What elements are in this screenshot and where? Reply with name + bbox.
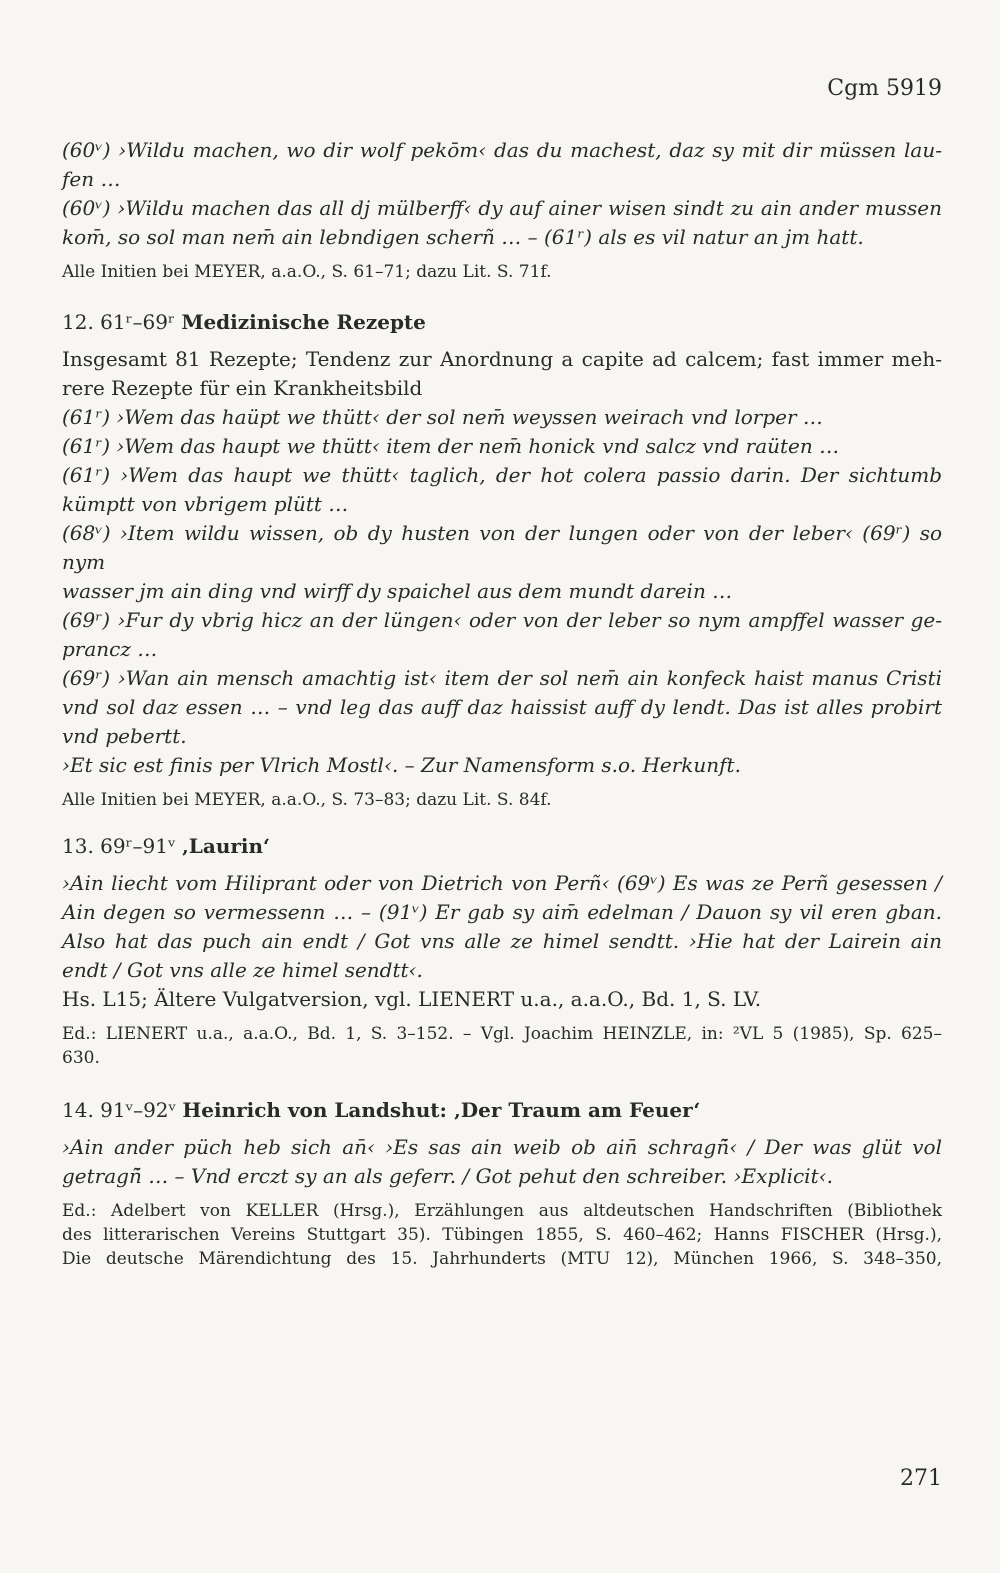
text-line: getragñ̄ … – Vnd erczt sy an als geferr. / Got pehut den schreiber. ›Explicit‹. — [62, 1164, 833, 1188]
text-line: Hs. L15; Ältere Vulgatversion, vgl. LIENERT u.a., a.a.O., Bd. 1, S. LV. — [62, 987, 762, 1011]
reference-note: Alle Initien bei MEYER, a.a.O., S. 61–71; dazu Lit. S. 71f. — [62, 262, 552, 282]
text-line: prancz … — [62, 637, 158, 661]
page — [62, 0, 942, 1573]
text-line: wasser jm ain ding vnd wirff dy spaichel aus dem mundt darein … — [62, 579, 733, 603]
text-line: (69ʳ) ›Wan ain mensch amachtig ist‹ item der sol nem̄ ain konfeck haist manus Cristi — [62, 666, 942, 690]
heading-title: Heinrich von Landshut: ‚Der Traum am Feuer‘ — [182, 1098, 701, 1122]
heading-number: 14. 91ᵛ–92ᵛ — [62, 1098, 176, 1122]
text-line: kümptt von vbrigem plütt … — [62, 492, 349, 516]
running-head: Cgm 5919 — [827, 76, 942, 101]
heading-number: 13. 69ʳ–91ᵛ — [62, 834, 176, 858]
text-line: ›Ain ander püch heb sich an̄‹ ›Es sas ain weib ob ain̄ schragñ̄‹ / Der was glüt vol — [62, 1135, 942, 1159]
section-11-continuation — [62, 136, 942, 284]
text-line: vnd sol daz essen … – vnd leg das auff daz haissist auff dy lendt. Das ist alles probirt — [62, 695, 942, 719]
page-body — [62, 136, 942, 1271]
text-line: fen … — [62, 167, 121, 191]
reference-note-line: Ed.: LIENERT u.a., a.a.O., Bd. 1, S. 3–152. – Vgl. Joachim HEINZLE, in: ²VL 5 (1985), Sp. 625– — [62, 1024, 942, 1044]
heading-number: 12. 61ʳ–69ʳ — [62, 310, 175, 334]
text-line: (61ʳ) ›Wem das haupt we thütt‹ taglich, der hot colera passio darin. Der sichtumb — [62, 463, 942, 487]
text-line: kom̄, so sol man nem̄ ain lebndigen scherñ … – (61ʳ) als es vil natur an jm hatt. — [62, 225, 864, 249]
text-line: vnd pebertt. — [62, 724, 187, 748]
page-number: 271 — [900, 1466, 942, 1491]
text-line: (69ʳ) ›Fur dy vbrig hicz an der lüngen‹ oder von der leber so nym ampffel wasser ge- — [62, 608, 942, 632]
text-line: (61ʳ) ›Wem das haupt we thütt‹ item der nem̄ honick vnd salcz vnd raüten … — [62, 434, 840, 458]
reference-note-line: Die deutsche Märendichtung des 15. Jahrhunderts (MTU 12), München 1966, S. 348–350, — [62, 1249, 942, 1269]
reference-note: Alle Initien bei MEYER, a.a.O., S. 73–83; dazu Lit. S. 84f. — [62, 790, 552, 810]
text-line: (60ᵛ) ›Wildu machen, wo dir wolf pekōm‹ das du machest, daz sy mit dir müssen lau- — [62, 138, 942, 162]
text-line: Ain degen so vermessenn … – (91ᵛ) Er gab sy aim̄ edelman / Dauon sy vil eren gban. — [62, 900, 942, 924]
section-heading — [62, 832, 942, 861]
text-line: ›Ain liecht vom Hiliprant oder von Dietrich von Perñ‹ (69ᵛ) Es was ze Perñ gesessen / — [62, 871, 942, 895]
reference-note-line: Ed.: Adelbert von KELLER (Hrsg.), Erzählungen aus altdeutschen Handschriften (Bibliothek — [62, 1201, 942, 1221]
section-13 — [62, 832, 942, 1070]
text-line: (68ᵛ) ›Item wildu wissen, ob dy husten von der lungen oder von der leber‹ (69ʳ) so nym — [62, 521, 942, 574]
text-line: Also hat das puch ain endt / Got vns alle ze himel sendtt. ›Hie hat der Lairein ain — [62, 929, 942, 953]
section-14 — [62, 1096, 942, 1271]
section-12 — [62, 308, 942, 812]
text-line: rere Rezepte für ein Krankheitsbild — [62, 376, 423, 400]
section-heading — [62, 1096, 942, 1125]
heading-title: ‚Laurin‘ — [181, 834, 270, 858]
text-line: (60ᵛ) ›Wildu machen das all dj mülberff‹ dy auf ainer wisen sindt zu ain ander mussen — [62, 196, 942, 220]
reference-note-line: 630. — [62, 1048, 100, 1068]
text-line: endt / Got vns alle ze himel sendtt‹. — [62, 958, 423, 982]
text-line: ›Et sic est finis per Vlrich Mostl‹. – Zur Namensform s.o. Herkunft. — [62, 753, 741, 777]
text-line: (61ʳ) ›Wem das haüpt we thütt‹ der sol nem̄ weyssen weirach vnd lorper … — [62, 405, 823, 429]
text-line: Insgesamt 81 Rezepte; Tendenz zur Anordnung a capite ad calcem; fast immer meh- — [62, 347, 942, 371]
reference-note-line: des litterarischen Vereins Stuttgart 35). Tübingen 1855, S. 460–462; Hanns FISCHER (Hrsg.), — [62, 1225, 942, 1245]
section-heading — [62, 308, 942, 337]
heading-title: Medizinische Rezepte — [181, 310, 426, 334]
